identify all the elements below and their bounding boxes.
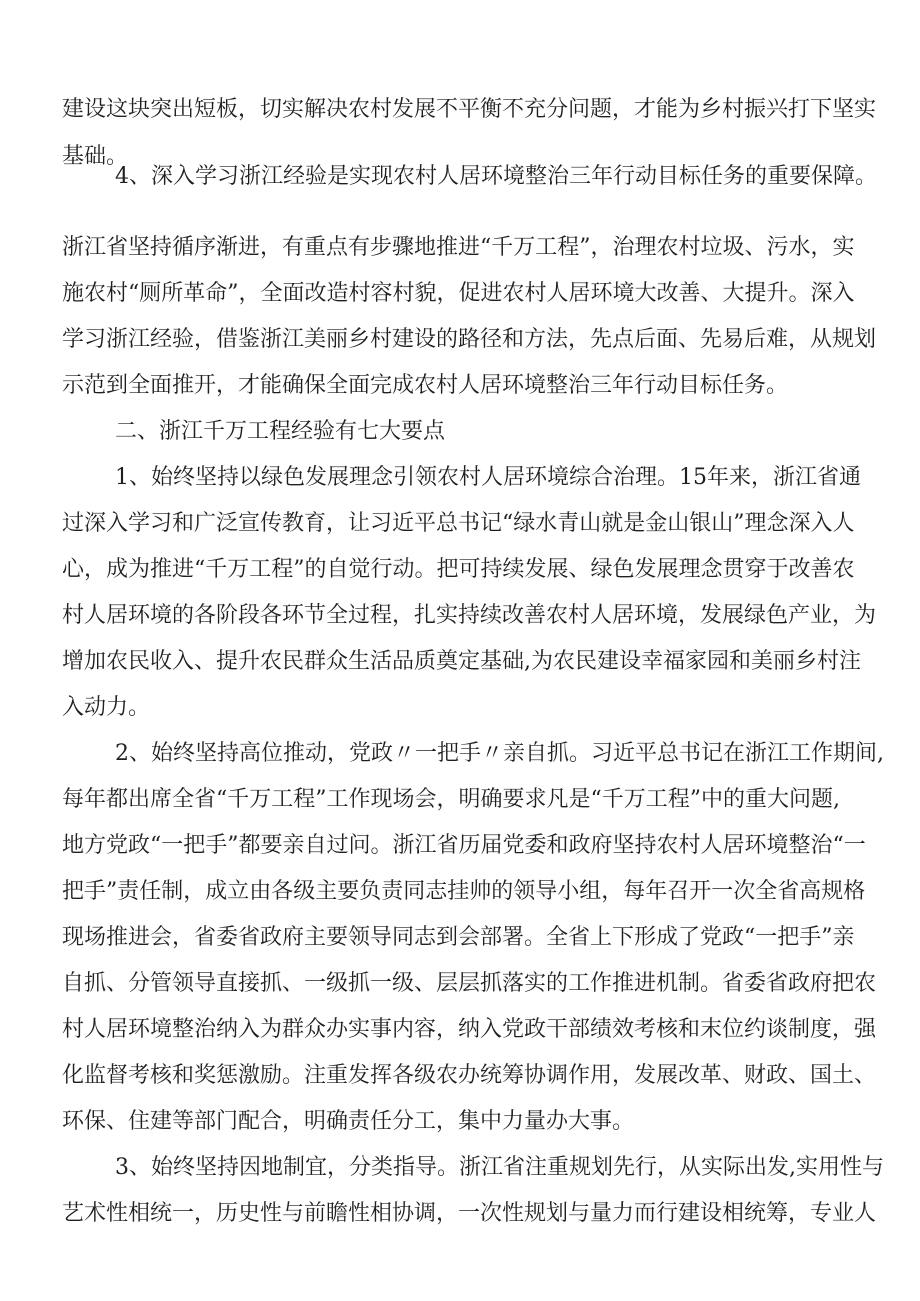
text-line-15: 2、始终坚持高位推动，党政〃一把手〃亲自抓。习近平总书记在浙江工作期间, [115,741,884,766]
text-line-20: 自抓、分管领导直接抓、一级抓一级、层层抓落实的工作推进机制。省委省政府把农 [62,971,877,996]
text-line-17: 地方党政“一把手”都要亲自过问。浙江省历届党委和政府坚持农村人居环境整治“一 [62,833,866,858]
text-line-1: 建设这块突出短板，切实解决农村发展不平衡不充分问题，才能为乡村振兴打下坚实 [62,97,877,122]
text-line-7: 示范到全面推开，才能确保全面完成农村人居环境整治三年行动目标任务。 [62,373,789,398]
text-line-6: 学习浙江经验，借鉴浙江美丽乡村建设的路径和方法，先点后面、先易后难，从规划 [62,327,877,352]
text-line-22: 化监督考核和奖惩激励。注重发挥各级农办统筹协调作用，发展改革、财政、国土、 [62,1063,877,1088]
text-line-5: 施农村“厕所革命”，全面改造村容村貌，促进农村人居环境大改善、大提升。深入 [62,281,855,306]
text-line-14: 入动力。 [62,695,151,720]
text-line-10: 过深入学习和广泛宣传教育，让习近平总书记“绿水青山就是金山银山”理念深入人 [62,511,855,536]
text-line-19: 现场推进会，省委省政府主要领导同志到会部署。全省上下形成了党政“一把手”亲 [62,925,855,950]
text-line-13: 增加农民收入、提升农民群众生活品质奠定基础,为农民建设幸福家园和美丽乡村注 [62,649,861,674]
text-line-9: 1、始终坚持以绿色发展理念引领农村人居环境综合治理。15年来，浙江省通 [115,465,861,490]
text-line-12: 村人居环境的各阶段各环节全过程，扎实持续改善农村人居环境，发展绿色产业，为 [62,603,877,628]
text-line-11: 心，成为推进“千万工程”的自觉行动。把可持续发展、绿色发展理念贯穿于改善农 [62,557,855,582]
text-line-18: 把手”责任制，成立由各级主要负责同志挂帅的领导小组，每年召开一次全省高规格 [62,879,866,904]
text-line-23: 环保、住建等部门配合，明确责任分工，集中力量办大事。 [62,1109,635,1134]
text-line-21: 村人居环境整治纳入为群众办实事内容，纳入党政干部绩效考核和末位约谈制度，强 [62,1017,877,1042]
text-line-16: 每年都出席全省“千万工程”工作现场会，明确要求凡是“千万工程”中的重大问题, [62,787,840,812]
text-line-2: 基础。 [62,144,129,169]
text-line-3: 4、深入学习浙江经验是实现农村人居环境整治三年行动目标任务的重要保障。 [115,164,877,189]
text-line-25: 艺术性相统一，历史性与前瞻性相协调，一次性规划与量力而行建设相统筹，专业人 [62,1201,877,1226]
text-line-4: 浙江省坚持循序渐进，有重点有步骤地推进“千万工程”，治理农村垃圾、污水，实 [62,235,855,260]
text-line-24: 3、始终坚持因地制宜，分类指导。浙江省注重规划先行，从实际出发,实用性与 [115,1155,884,1180]
section-heading: 二、浙江千万工程经验有七大要点 [115,419,446,444]
